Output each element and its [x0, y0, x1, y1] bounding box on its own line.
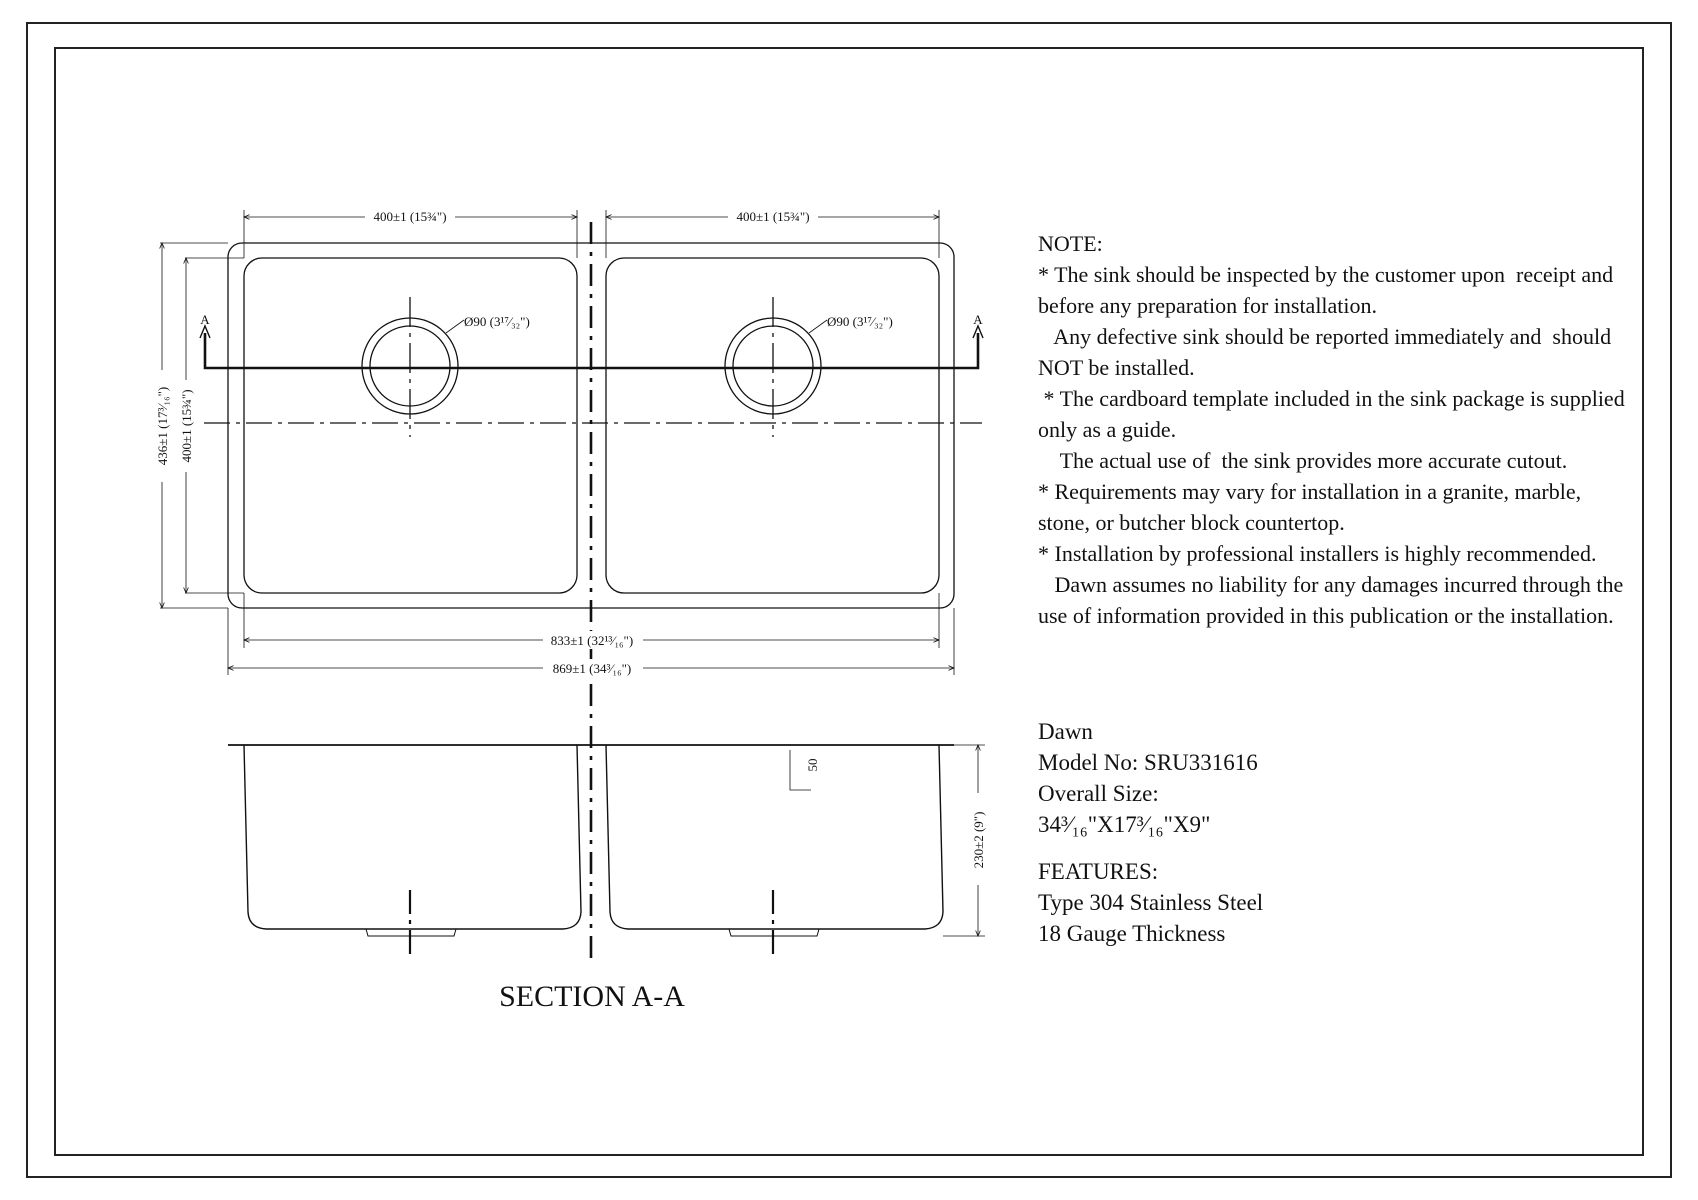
overall-size-label: Overall Size: — [1038, 781, 1159, 806]
dim-inner-width-label: 833±1 (32¹³⁄₁₆") — [550, 633, 634, 648]
feature-item: Type 304 Stainless Steel — [1038, 890, 1264, 915]
dim-overall-depth-label: 436±1 (17³⁄₁₆") — [155, 386, 170, 466]
overall-size-value: 34³⁄₁₆"X17³⁄₁₆"X9" — [1038, 812, 1211, 837]
note-line: * The sink should be inspected by the customer upon receipt and — [1038, 262, 1614, 287]
right-bowl-profile — [606, 745, 943, 929]
note-line: only as a guide. — [1038, 417, 1177, 442]
brand-name: Dawn — [1038, 719, 1093, 744]
dim-overall-width-label: 869±1 (34³⁄₁₆") — [552, 661, 632, 676]
feature-item: 18 Gauge Thickness — [1038, 921, 1226, 946]
top-view-labels — [153, 207, 983, 677]
note-line: Any defective sink should be reported immediately and should — [1038, 324, 1612, 349]
dim-radius-label: 50 — [805, 758, 820, 772]
note-line: * The cardboard template included in the sink package is supplied — [1038, 386, 1625, 411]
note-line: NOT be installed. — [1038, 355, 1195, 380]
dim-height-label: 230±2 (9") — [971, 811, 986, 869]
features-heading: FEATURES: — [1038, 859, 1159, 884]
dim-right-bowl-label: 400±1 (15¾") — [736, 209, 810, 224]
specs-block — [1038, 716, 1598, 949]
note-line: Dawn assumes no liability for any damages incurred through the — [1038, 572, 1624, 597]
note-line: stone, or butcher block countertop. — [1038, 510, 1345, 535]
section-view-labels — [499, 759, 987, 1014]
section-marker-left: A — [200, 312, 210, 327]
drain-left-label: Ø90 (3¹⁷⁄₃₂") — [464, 314, 530, 329]
left-bowl-profile — [244, 745, 581, 929]
note-line: use of information provided in this publication or the installation. — [1038, 603, 1614, 628]
section-view — [228, 745, 985, 960]
dim-left-bowl-label: 400±1 (15¾") — [373, 209, 447, 224]
drain-right-label: Ø90 (3¹⁷⁄₃₂") — [827, 314, 893, 329]
dim-bowl-depth-label: 400±1 (15¾") — [179, 389, 194, 463]
model-number: Model No: SRU331616 — [1038, 750, 1258, 775]
note-line: The actual use of the sink provides more accurate cutout. — [1038, 448, 1568, 473]
note-line: * Requirements may vary for installation in a granite, marble, — [1038, 479, 1582, 504]
note-line: before any preparation for installation. — [1038, 293, 1378, 318]
section-marker-right: A — [973, 312, 983, 327]
section-title: SECTION A-A — [499, 980, 685, 1013]
notes-block — [1038, 228, 1638, 631]
notes-heading: NOTE: — [1038, 231, 1103, 256]
note-line: * Installation by professional installers is highly recommended. — [1038, 541, 1597, 566]
